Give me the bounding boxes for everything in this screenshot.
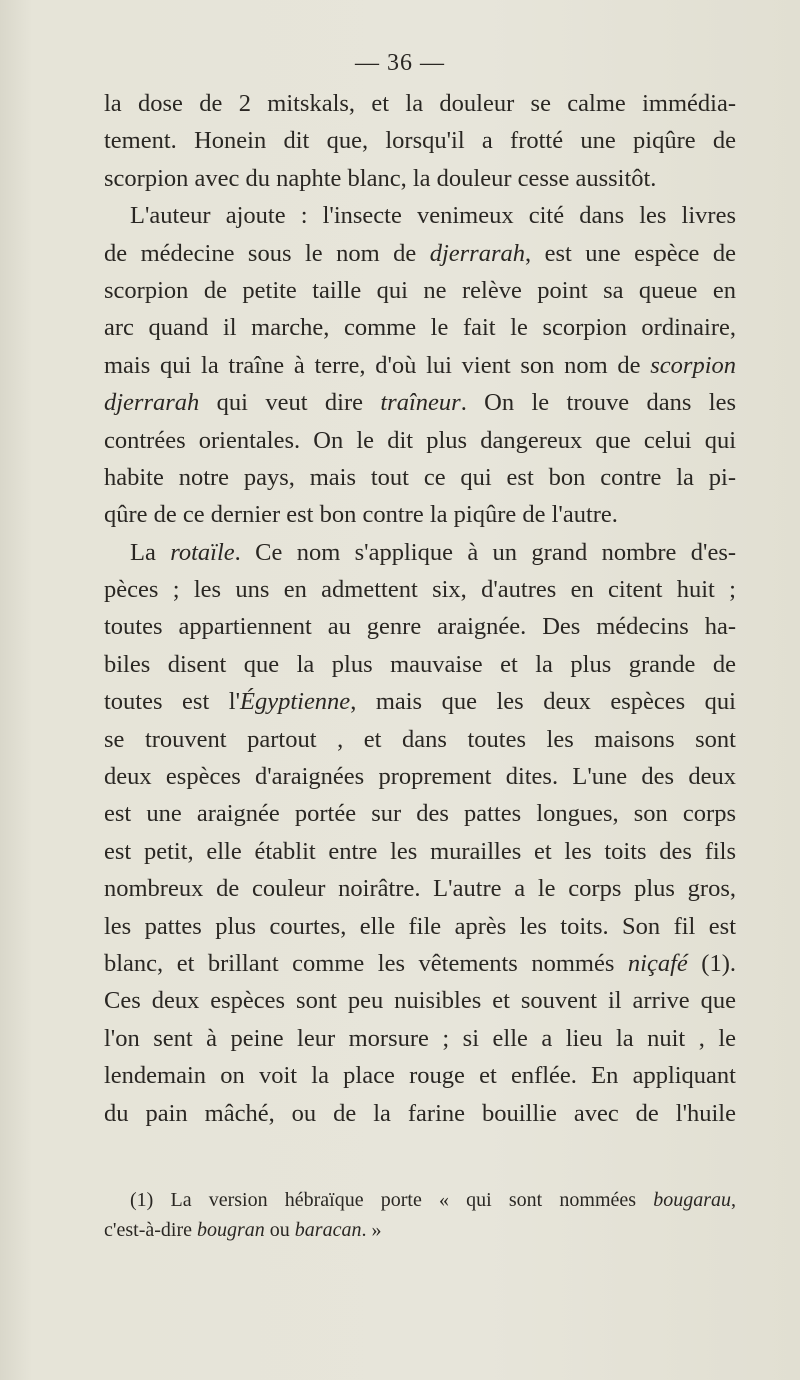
text-line: La rotaïle. Ce nom s'applique à un grand nombre d'es-: [130, 538, 736, 566]
text-line: blanc, et brillant comme les vêtements nommés niçafé (1).: [104, 949, 736, 977]
text-line: pèces ; les uns en admettent six, d'autres en citent huit ;: [104, 576, 736, 604]
text-line: Ces deux espèces sont peu nuisibles et souvent il arrive que: [104, 987, 736, 1015]
text-line: biles disent que la plus mauvaise et la plus grande de: [104, 650, 736, 678]
text-line: arc quand il marche, comme le fait le scorpion ordinaire,: [104, 314, 736, 342]
text-line: toutes est l'Égyptienne, mais que les deux espèces qui: [104, 688, 736, 716]
text-line: les pattes plus courtes, elle file après les toits. Son fil est: [104, 912, 736, 940]
footnote: [104, 1185, 736, 1245]
text-line: est une araignée portée sur des pattes longues, son corps: [104, 800, 736, 828]
text-line: se trouvent partout , et dans toutes les maisons sont: [104, 725, 736, 753]
text-line: l'on sent à peine leur morsure ; si elle a lieu la nuit , le: [104, 1024, 736, 1052]
text-line: habite notre pays, mais tout ce qui est bon contre la pi-: [104, 463, 736, 491]
text-line: nombreux de couleur noirâtre. L'autre a le corps plus gros,: [104, 875, 736, 903]
footnote-line: c'est-à-dire bougran ou baracan. »: [104, 1219, 382, 1241]
text-line: toutes appartiennent au genre araignée. Des médecins ha-: [104, 613, 736, 641]
footnote-line: (1) La version hébraïque porte « qui sont nommées bougarau,: [130, 1189, 736, 1211]
text-line: scorpion avec du naphte blanc, la douleur cesse aussitôt.: [104, 164, 657, 192]
text-line: tement. Honein dit que, lorsqu'il a frotté une piqûre de: [104, 127, 736, 155]
text-line: qûre de ce dernier est bon contre la piqûre de l'autre.: [104, 501, 618, 529]
main-text: [104, 85, 736, 1132]
text-line: djerrarah qui veut dire traîneur. On le trouve dans les: [104, 389, 736, 417]
text-line: contrées orientales. On le dit plus dangereux que celui qui: [104, 426, 736, 454]
text-line: mais qui la traîne à terre, d'où lui vient son nom de scorpion: [104, 351, 736, 379]
text-line: est petit, elle établit entre les murailles et les toits des fils: [104, 837, 736, 865]
page-number: — 36 —: [355, 50, 445, 76]
text-line: la dose de 2 mitskals, et la douleur se calme immédia-: [104, 90, 736, 117]
text-line: scorpion de petite taille qui ne relève point sa queue en: [104, 276, 736, 304]
text-line: lendemain on voit la place rouge et enflée. En appliquant: [104, 1062, 736, 1090]
text-line: de médecine sous le nom de djerrarah, est une espèce de: [104, 239, 736, 267]
text-line: du pain mâché, ou de la farine bouillie avec de l'huile: [104, 1099, 736, 1127]
text-line: L'auteur ajoute : l'insecte venimeux cité dans les livres: [130, 202, 736, 230]
text-line: deux espèces d'araignées proprement dites. L'une des deux: [104, 763, 736, 791]
